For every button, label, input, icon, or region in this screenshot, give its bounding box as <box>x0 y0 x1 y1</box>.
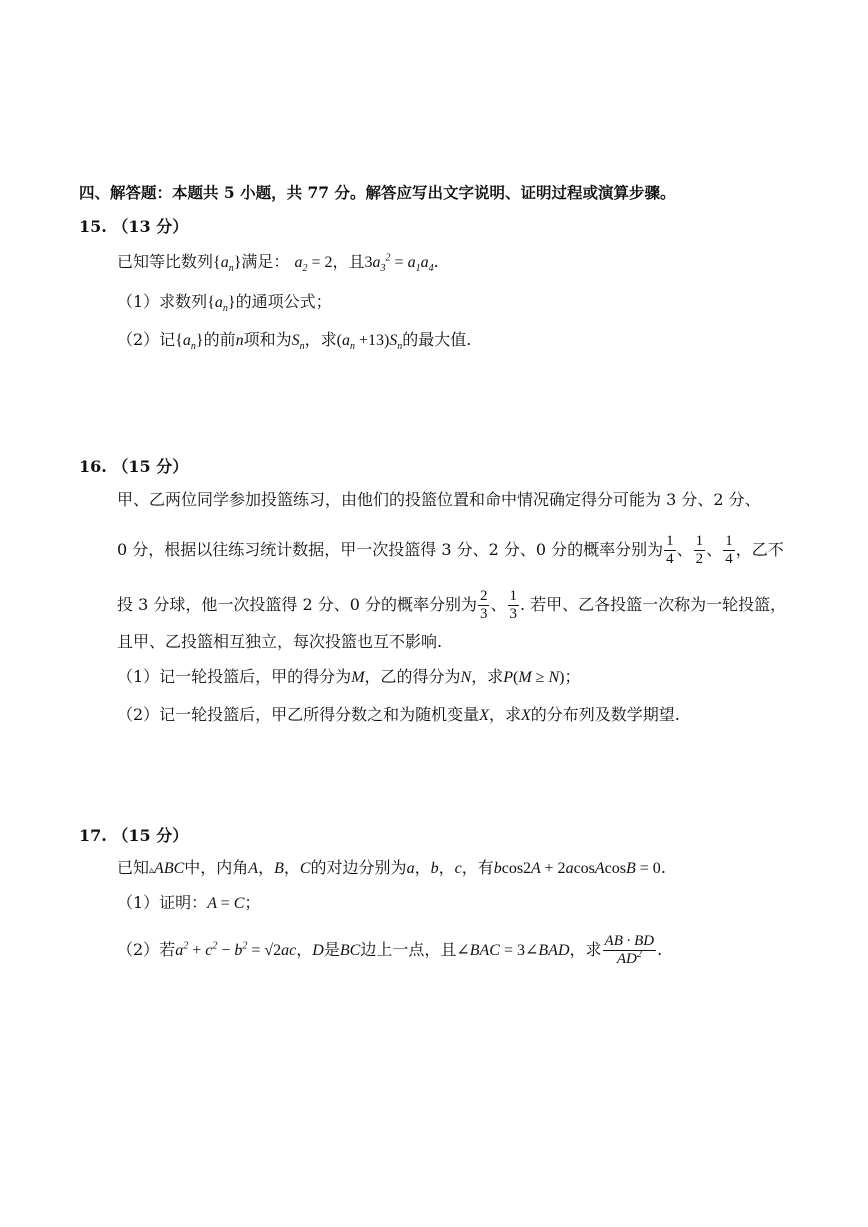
q15-part2-text-d: ，求 <box>304 330 337 349</box>
fraction-1-4-b: $\frac{1}{4}$ <box>725 533 733 567</box>
q15-stem-text-b: 满足： <box>241 252 290 271</box>
q15-part2-text-b: 的前 <box>203 330 236 349</box>
q17-stem-text-d: ，有 <box>461 858 494 877</box>
q15-stem: 已知等比数列$\{a_n\}$满足： $a_2 = 2$，且$3a_3^2 = a_1a_4$. <box>117 252 439 275</box>
q16-para-3-text-a: 投 3 分球，他一次投篮得 2 分、0 分的概率分别为 <box>117 595 477 614</box>
q16-var-x: X <box>479 707 489 724</box>
q17-condition: bcos2A + 2acosAcosB = 0 <box>493 860 661 877</box>
q17-angle-cond: ∠BAC = 3∠BAD <box>456 942 570 959</box>
q16-para-2-text-a: 0 分，根据以往练习统计数据，甲一次投篮得 3 分、2 分、0 分的概率分别为 <box>117 540 664 559</box>
q17-stem-text-b: 中，内角 <box>184 858 249 877</box>
q17-part2-text-e: ，求 <box>569 940 602 959</box>
q15-seq-an: $\{a_n\}$ <box>213 254 242 275</box>
q15-part2-sn: $S_n$ <box>291 332 305 353</box>
q16-para-2: 0 分，根据以往练习统计数据，甲一次投篮得 3 分、2 分、0 分的概率分别为 $\frac{1}{4}$ 、 $\frac{1}{2}$ 、 $\frac{1}{4}$ ，乙不 <box>117 533 784 567</box>
q16-para-2-text-b: ，乙不 <box>735 540 784 559</box>
q16-part2 <box>117 705 680 726</box>
q16-para-1: 甲、乙两位同学参加投篮练习，由他们的投篮位置和命中情况确定得分可能为 3 分、2 分、 <box>117 490 761 509</box>
q15-part1 <box>117 292 332 313</box>
fraction-1-4: $\frac{1}{4}$ <box>666 533 674 567</box>
q15-part1-seq: $\{a_n\}$ <box>207 294 236 315</box>
q15-condition-eq: $3a_3^2 = a_1a_4$ <box>364 252 434 275</box>
q15-stem-text-c: ，且 <box>332 252 365 271</box>
q16-part2-text-b: ，求 <box>488 705 521 724</box>
q17-part1 <box>117 893 260 914</box>
q17-stem-text-a: 已知 <box>117 858 150 877</box>
q17-part2-text-d: 边上一点，且 <box>360 940 457 959</box>
q15-condition-a2: $a_2 = 2$ <box>294 254 333 275</box>
q16-var-m: M <box>351 669 365 686</box>
q16-var-x-2: X <box>520 707 531 724</box>
q17-part2-text-a: （2）若 <box>117 940 176 959</box>
q15-part2-expr: $(a_n +13)S_n$ <box>336 332 403 353</box>
q17-side-bc: BC <box>339 942 361 959</box>
q16-prob-expr: P(M ≥ N) <box>503 669 565 686</box>
q17-part2: （2）若$a^2 + c^2 - b^2 = √2ac$，D是BC边上一点，且∠BAC = 3∠BAD，求 $\frac{AB \cdot BD}{AD^2}$ . <box>117 933 663 967</box>
q15-header: 15. （13 分） <box>79 217 189 236</box>
q15-part1-text-b: 的通项公式； <box>235 292 332 311</box>
q15-stem-text-a: 已知等比数列 <box>117 252 214 271</box>
q16-part1-text-d: ； <box>564 667 581 686</box>
q17-sides: a，b，c <box>406 860 462 877</box>
q15-part1-text-a: （1）求数列 <box>117 292 208 311</box>
q17-point-d: D <box>312 942 324 959</box>
q15-part2-text-a: （2）记 <box>117 330 176 349</box>
q17-part1-expr: A = C <box>207 895 245 912</box>
q15-part2 <box>117 330 471 351</box>
q16-part1-text-b: ，乙的得分为 <box>364 667 461 686</box>
q16-header: 16. （15 分） <box>79 457 189 476</box>
q17-stem-text-c: 的对边分别为 <box>310 858 407 877</box>
q17-part1-text-a: （1）证明： <box>117 893 208 912</box>
q15-part2-text-e: 的最大值. <box>402 330 472 349</box>
q16-part1 <box>117 667 580 688</box>
q17-part2-cond: $a^2 + c^2 - b^2 = √2ac$ <box>175 940 297 959</box>
section-heading: 四、解答题：本题共 5 小题，共 77 分。解答应写出文字说明、证明过程或演算步骤。 <box>79 183 676 202</box>
q15-part2-n: n <box>235 332 244 349</box>
q17-part2-text-c: 是 <box>323 940 340 959</box>
q16-part1-text-c: ，求 <box>471 667 504 686</box>
q16-part2-text-c: 的分布列及数学期望. <box>530 705 680 724</box>
q17-angles: A，B，C <box>248 860 311 877</box>
fraction-1-3: $\frac{1}{3}$ <box>509 588 517 622</box>
q17-stem: 已知▵ABC中，内角A，B，C的对边分别为a，b，c，有bcos2A + 2acosAcosB = 0. <box>117 858 666 877</box>
q15-part2-text-c: 项和为 <box>243 330 292 349</box>
q15-part2-seq: $\{a_n\}$ <box>175 332 204 353</box>
q17-triangle: ▵ABC <box>149 860 185 877</box>
q16-part1-text-a: （1）记一轮投篮后，甲的得分为 <box>117 667 352 686</box>
q17-target-fraction: $\frac{AB \cdot BD}{AD^2}$ <box>604 933 655 967</box>
q17-header: 17. （15 分） <box>79 826 189 845</box>
q16-para-4: 且甲、乙投篮相互独立，每次投篮也互不影响. <box>117 632 443 651</box>
q17-part2-text-b: ， <box>296 940 313 959</box>
q17-part1-text-b: ； <box>244 893 261 912</box>
fraction-2-3: $\frac{2}{3}$ <box>479 588 488 622</box>
q16-var-n: N <box>460 669 472 686</box>
q16-para-3: 投 3 分球，他一次投篮得 2 分、0 分的概率分别为 $\frac{2}{3}$ 、 $\frac{1}{3}$ . 若甲、乙各投篮一次称为一轮投篮， <box>117 588 787 622</box>
q16-part2-text-a: （2）记一轮投篮后，甲乙所得分数之和为随机变量 <box>117 705 480 724</box>
q16-para-3-text-b: . 若甲、乙各投篮一次称为一轮投篮， <box>520 595 787 614</box>
fraction-1-2: $\frac{1}{2}$ <box>695 533 704 567</box>
